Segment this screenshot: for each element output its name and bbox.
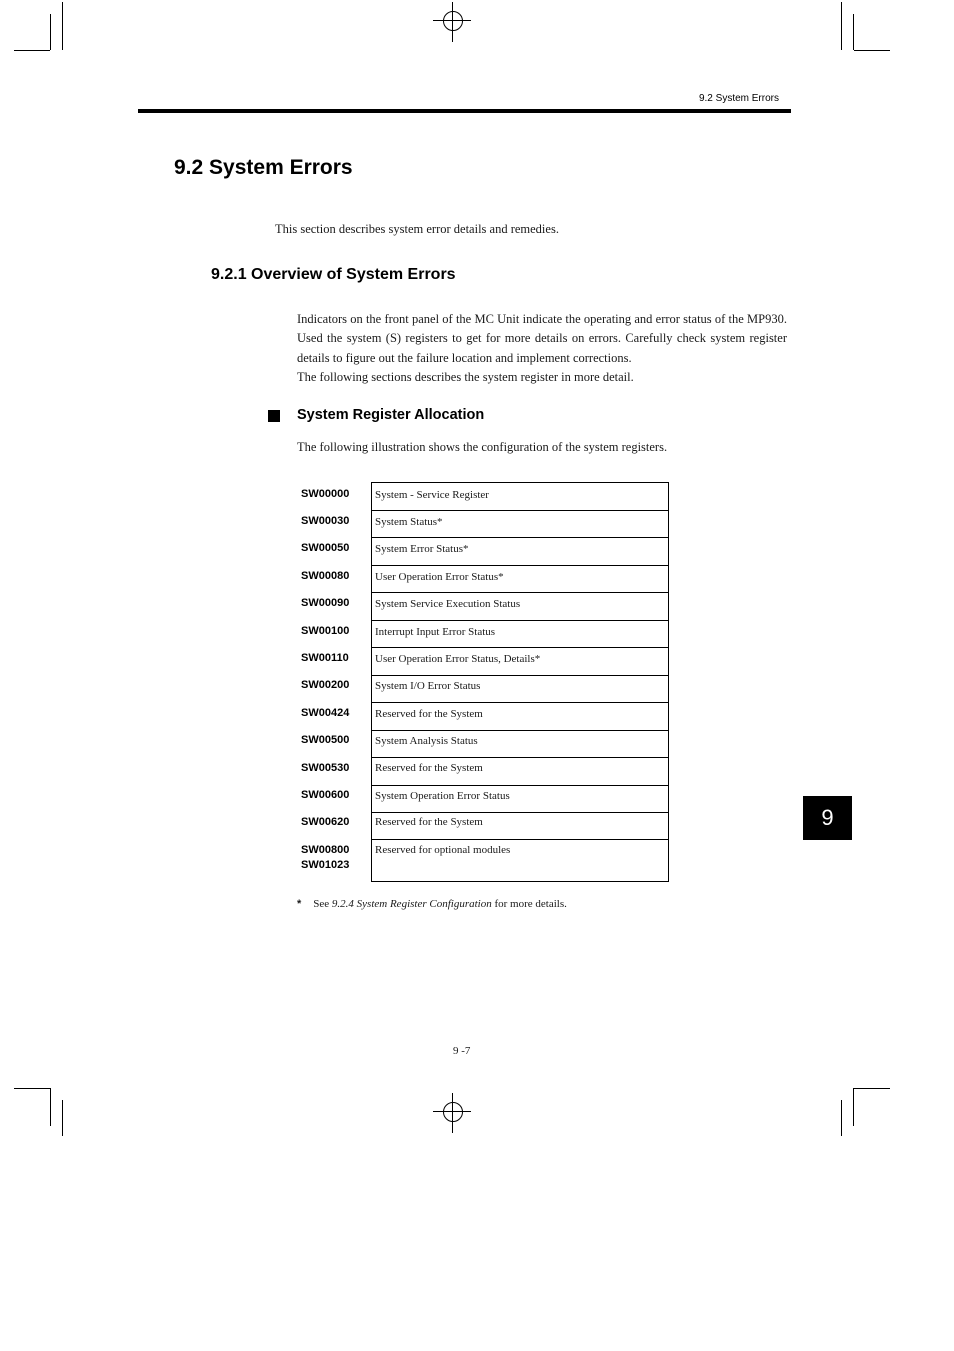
register-content: System Operation Error Status — [375, 789, 510, 802]
register-address: SW00500 — [301, 734, 350, 746]
register-address: SW00000 — [301, 488, 350, 500]
register-content: Reserved for optional modules — [375, 844, 511, 856]
register-address: SW00090 — [301, 597, 350, 609]
bullet-square-icon — [268, 410, 280, 422]
footnote-marker: * — [297, 898, 302, 910]
register-row — [372, 676, 668, 704]
register-row — [372, 813, 668, 840]
page-number: 9 -7 — [453, 1045, 471, 1057]
register-content: System - Service Register — [375, 489, 489, 501]
section-title: 9.2 System Errors — [174, 156, 353, 179]
register-address: SW00080 — [301, 570, 350, 582]
footnote-suffix: for more details. — [491, 898, 567, 910]
register-map — [371, 482, 669, 882]
register-content: System Analysis Status — [375, 734, 478, 747]
running-header: 9.2 System Errors — [698, 93, 779, 104]
register-row — [372, 566, 668, 594]
allocation-title: System Register Allocation — [297, 407, 485, 423]
register-content: System Service Execution Status — [375, 598, 521, 610]
footnote — [297, 898, 567, 910]
register-address: SW00424 — [301, 707, 350, 719]
register-address: SW00620 — [301, 816, 350, 828]
register-address: SW00100 — [301, 625, 350, 637]
chapter-tab: 9 — [803, 796, 852, 840]
register-row — [372, 703, 668, 731]
register-address: SW00110 — [301, 652, 349, 664]
register-address: SW00200 — [301, 679, 350, 691]
register-row — [372, 786, 668, 814]
register-content: System Status* — [375, 515, 443, 528]
register-address: SW00600 — [301, 789, 350, 801]
register-content: Reserved for the System — [375, 816, 483, 828]
register-address: SW00030 — [301, 515, 350, 527]
register-content: User Operation Error Status* — [375, 570, 504, 583]
register-content: Interrupt Input Error Status — [375, 625, 496, 638]
overview-paragraph-1: Indicators on the front panel of the MC Unit indicate the operating and error status of the MP930. Used the system (S) registers to get for more details on errors. Carefully check system register details to figure out the failure location and implement corrections. — [297, 312, 787, 365]
register-address: SW00530 — [301, 762, 350, 774]
register-row — [372, 840, 668, 881]
header-rule — [138, 109, 791, 113]
footnote-reference: 9.2.4 System Register Configuration — [331, 898, 492, 910]
overview-paragraph-2: The following sections describes the system register in more detail. — [297, 370, 634, 385]
register-address: SW00050 — [301, 542, 350, 554]
register-content: System I/O Error Status — [375, 679, 481, 692]
register-content: User Operation Error Status, Details* — [375, 653, 541, 665]
register-content: Reserved for the System — [375, 762, 483, 774]
register-row — [372, 483, 668, 511]
register-address-end: SW01023 — [301, 859, 350, 871]
allocation-description: The following illustration shows the configuration of the system registers. — [297, 440, 668, 454]
registration-mark-bottom — [433, 1093, 473, 1133]
register-row — [372, 593, 668, 621]
register-row — [372, 731, 668, 759]
register-content: System Error Status* — [375, 543, 469, 555]
register-address: SW00800 — [301, 844, 350, 856]
register-row — [372, 538, 668, 566]
registration-mark-top — [433, 2, 473, 42]
register-row — [372, 648, 668, 676]
section-intro: This section describes system error details and remedies. — [275, 222, 559, 236]
register-row — [372, 621, 668, 649]
register-row — [372, 758, 668, 786]
footnote-prefix: See — [313, 898, 332, 910]
overview-text — [297, 310, 787, 388]
register-row — [372, 511, 668, 539]
register-content: Reserved for the System — [375, 708, 483, 720]
subsection-title: 9.2.1 Overview of System Errors — [211, 266, 456, 283]
